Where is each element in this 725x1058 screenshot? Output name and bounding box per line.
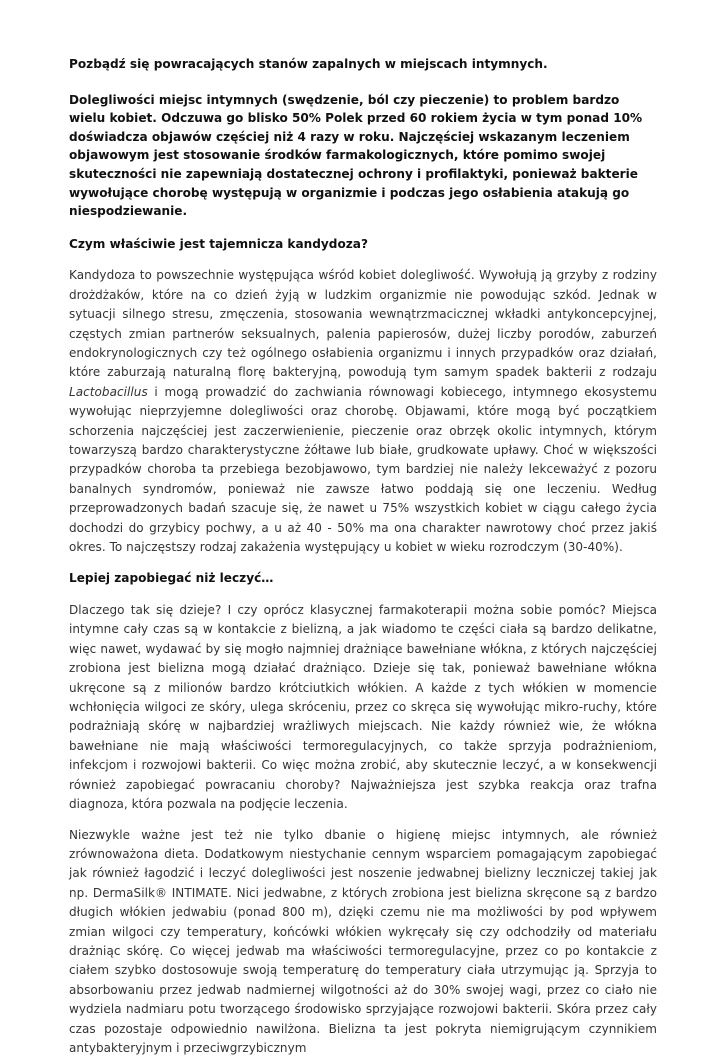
prevention-paragraph-1: Dlaczego tak się dzieje? I czy oprócz klasycznej farmakoterapii można sobie pomóc? Miejsca intymne cały czas są w kontakcie z bielizną, a jak wiadomo te części ciała są bardzo delikatne, więc nawet, wydawać by się mogło najmniej drażniące bawełniane włókna, z których najczęściej zrobiona jest bielizna mogą działać drażniąco. Dzieje się tak, ponieważ bawełniane włókna ukręcone są z milionów bardzo krótciutkich włókien. A każde z tych włókien w momencie wchłonięcia wilgoci ze skóry, ulega skróceniu, przez co skręca się wywołując mikro-ruchy, które podrażniają skórę w najbardziej wrażliwych miejscach. Nie każdy również wie, że włókna bawełniane nie mają właściwości termoregulacyjnych, co także sprzyja podrażnieniom, infekcjom i rozwojowi bakterii. Co więc można zrobić, aby skutecznie leczyć, a w konsekwencji również zapobiegać powracaniu choroby? Najważniejsza jest szybka reakcja oraz trafna diagnoza, która pozwala na podjęcie leczenia. — [69, 601, 657, 814]
intro-paragraph: Dolegliwości miejsc intymnych (swędzenie, ból czy pieczenie) to problem bardzo wielu kobiet. Odczuwa go blisko 50% Polek przed 60 rokiem życia w tym ponad 10% doświadcza objawów częściej niż 4 razy w roku. Najczęściej wskazanym leczeniem objawowym jest stosowanie środków farmakologicznych, które pomimo swojej skuteczności nie zapewniają dostatecznej ochrony i profilaktyki, ponieważ bakterie wywołujące chorobę występują w organizmie i podczas jego osłabienia atakują go niespodziewanie. — [69, 91, 657, 221]
candidiasis-text-part2: i mogą prowadzić do zachwiania równowagi kobiecego, intymnego ekosystemu wywołując nieprzyjemne dolegliwości oraz chorobę. Objawami, które mogą być początkiem schorzenia najczęściej jest zaczerwienienie, pieczenie oraz obrzęk okolic intymnych, którym towarzyszą bardzo charakterystyczne żółtawe lub białe, grudkowate upławy. Choć w większości przypadków choroba ta przebiega bezobjawowo, tym bardziej nie należy lekceważyć z pozoru banalnych syndromów, ponieważ nie zawsze łatwo poddają się one leczeniu. Według przeprowadzonych badań szacuje się, że nawet u 75% wszystkich kobiet w ciągu całego życia dochodzi do grzybicy pochwy, a u aż 40 - 50% ma ona charakter nawrotowy choć przez jakiś okres. To najczęstszy rodzaj zakażenia występujący u kobiet w wieku rozrodczym (30-40%). — [69, 385, 657, 554]
candidiasis-paragraph — [69, 266, 657, 557]
lactobacillus-term: Lactobacillus — [69, 385, 148, 399]
candidiasis-text-part1: Kandydoza to powszechnie występująca wśród kobiet dolegliwość. Wywołują ją grzyby z rodziny drożdżaków, które na co dzień żyją w ludzkim organizmie nie powodując szkód. Jednak w sytuacji silnego stresu, zmęczenia, stosowania wewnątrzmacicznej wkładki antykoncepcyjnej, częstych zmian partnerów seksualnych, palenia papierosów, dużej liczby porodów, zaburzeń endokrynologicznych czy też ogólnego osłabienia organizmu i innych przypadków oraz działań, które zaburzają naturalną florę bakteryjną, powodują tym samym spadek bakterii z rodzaju — [69, 268, 657, 379]
document-page — [69, 55, 657, 1058]
section-heading-prevention: Lepiej zapobiegać niż leczyć… — [69, 569, 657, 588]
section-heading-candidiasis: Czym właściwie jest tajemnicza kandydoza? — [69, 235, 657, 254]
prevention-paragraph-2: Niezwykle ważne jest też nie tylko dbanie o higienę miejsc intymnych, ale również zrównoważona dieta. Dodatkowym niestychanie cennym wsparciem pomagającym zapobiegać jak również łagodzić i leczyć dolegliwości jest noszenie jedwabnej bielizny leczniczej takiej jak np. DermaSilk® INTIMATE. Nici jedwabne, z których zrobiona jest bielizna skręcone są z bardzo długich włókien jedwabiu (ponad 800 m), dzięki czemu nie ma możliwości by pod wpływem zmian wilgoci czy temperatury, końcówki włókien wykręcały się czy odchodziły od materiału drażniąc skórę. Co więcej jedwab ma właściwości termoregulacyjne, przez co po kontakcie z ciałem szybko dostosowuje swoją temperaturę do temperatury ciała utrzymując ją. Sprzyja to absorbowaniu przez jedwab nadmiernej wilgotności aż do 30% swojej wagi, przez co ciało nie wydziela nadmiaru potu tworzącego środowisko sprzyjające rozwojowi bakterii. Skóra przez cały czas pozostaje odpowiednio nawilżona. Bielizna ta jest pokryta niemigrującym czynnikiem antybakteryjnym i przeciwgrzybicznym — [69, 826, 657, 1058]
document-title: Pozbądź się powracających stanów zapalnych w miejscach intymnych. — [69, 55, 657, 74]
